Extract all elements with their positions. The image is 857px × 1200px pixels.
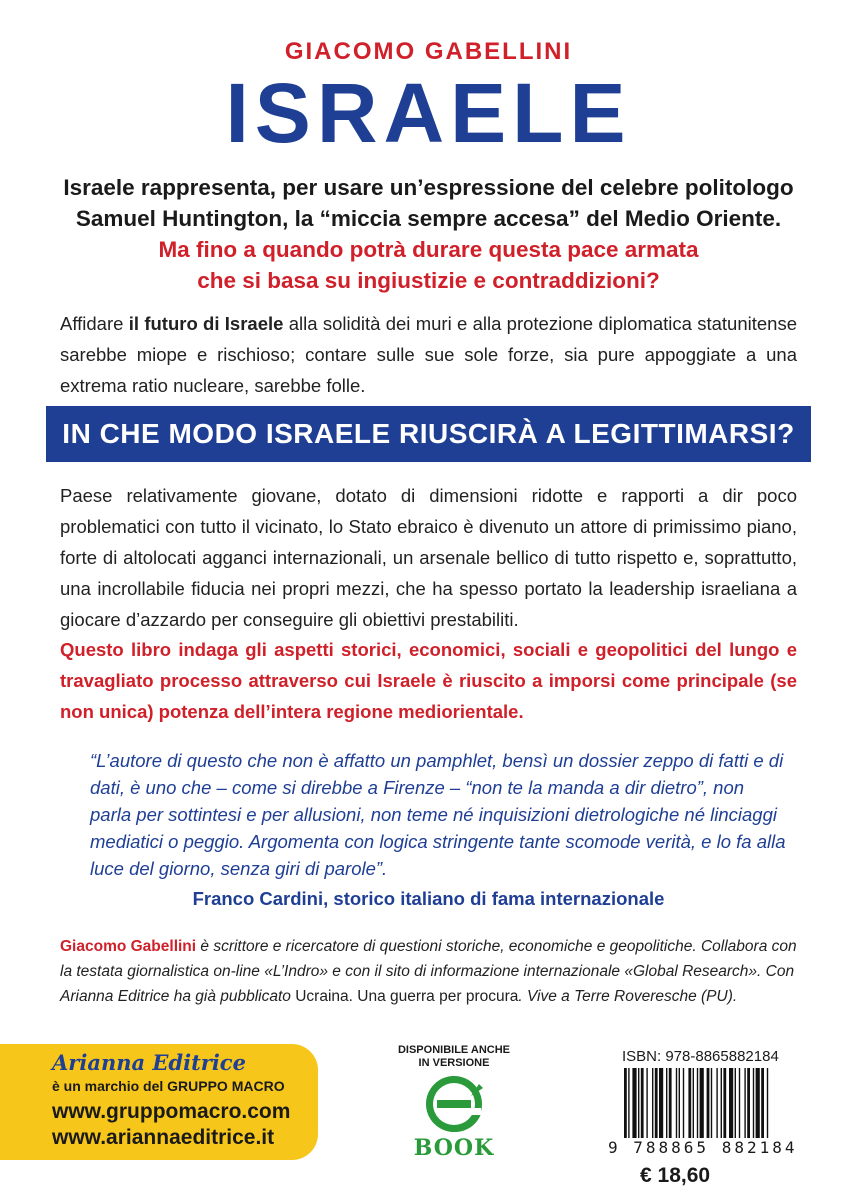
paragraph-description: Paese relativamente giovane, dotato di dimensioni ridotte e rapporti a dir poco problematici con tutto il vicinato, lo Stato ebraico è divenuto un attore di primissimo piano, forte di altolocati agganci internazionali, un arsenale bellico di tutto rispetto e, soprattutto, una incrollabile fiducia nei propri mezzi, che ha spesso portato la leadership israeliana a giocare d’azzardo per conseguire gli obiettivi prestabiliti. xyxy=(60,485,797,630)
lead-text xyxy=(0,172,857,234)
lead-red-line-1: Ma fino a quando potrà durare questa pace armata xyxy=(158,237,699,262)
para1-bold: il futuro di Israele xyxy=(128,313,284,334)
publisher-url-2[interactable]: www.ariannaeditrice.it xyxy=(52,1126,275,1149)
author-name: GIACOMO GABELLINI xyxy=(284,38,573,65)
lead-question xyxy=(0,234,857,296)
publisher-desc: è un marchio del GRUPPO MACRO xyxy=(52,1078,285,1094)
para1-after: alla solidità dei muri e alla protezione diplomatica statunitense sarebbe miope e rischioso; contare sulle sue sole forze, sia pure appoggiate a una extrema ratio nucleare, sarebbe folle. xyxy=(60,313,798,396)
paragraph-intro xyxy=(60,308,797,401)
lead-line-1: Israele rappresenta, per usare un’espressione del celebre politologo xyxy=(63,175,794,200)
book-title: ISRAELE xyxy=(225,66,632,160)
isbn-text: ISBN: 978-8865882184 xyxy=(622,1048,779,1065)
barcode-icon xyxy=(622,1068,808,1145)
publisher-url-1[interactable]: www.gruppomacro.com xyxy=(52,1100,291,1123)
lead-red-line-2: che si basa su ingiustizie e contraddizioni? xyxy=(197,268,660,293)
publisher-logo-text: Arianna Editrice xyxy=(52,1050,246,1075)
lead-line-2: Samuel Huntington, la “miccia sempre accesa” del Medio Oriente. xyxy=(75,206,782,231)
bio-name: Giacomo Gabellini xyxy=(60,938,197,955)
price: € 18,60 xyxy=(640,1164,711,1187)
blurb-source: Franco Cardini, storico italiano di fama internazionale xyxy=(192,888,665,909)
barcode-digits: 9 788865 882184 xyxy=(608,1138,798,1157)
question-banner: IN CHE MODO ISRAELE RIUSCIRÀ A LEGITTIMARSI? xyxy=(46,406,811,462)
author-bio xyxy=(60,934,805,1009)
bio-text-1: è scrittore e ricercatore di questioni storiche, economiche e geopolitiche. Collabora con la testata giornalistica on-line «L’Indro» e con il sito di informazione internazionale «Global Research». Con Arianna Editrice ha già pubblicato xyxy=(60,938,797,1005)
ebook-e-icon xyxy=(409,1074,499,1143)
bio-book: Ucraina. Una guerra per procura xyxy=(295,988,519,1005)
bio-text-2: . Vive a Terre Roveresche (PU). xyxy=(518,988,738,1005)
ebook-label: BOOK xyxy=(413,1135,495,1161)
ebook-line-1: DISPONIBILE ANCHE xyxy=(397,1044,511,1056)
para1-before: Affidare xyxy=(60,313,129,334)
ebook-line-2: IN VERSIONE xyxy=(418,1057,490,1069)
paragraph-book-summary: Questo libro indaga gli aspetti storici, economici, sociali e geopolitici del lungo e travagliato processo attraverso cui Israele è riuscito a imporsi come principale (se non unica) potenza dell’intera regione mediorientale. xyxy=(60,639,797,722)
blurb-quote: “L’autore di questo che non è affatto un pamphlet, bensì un dossier zeppo di fatti e di dati, è uno che – come si direbbe a Firenze – “non te la manda a dir dietro”, non parla per sottintesi e per allusioni, non teme né inquisizioni dietrologiche né linciaggi mediatici o peggio. Argomenta con logica stringente tante scomode verità, e lo fa alla luce del giorno, senza giri di parole”. xyxy=(90,750,786,879)
